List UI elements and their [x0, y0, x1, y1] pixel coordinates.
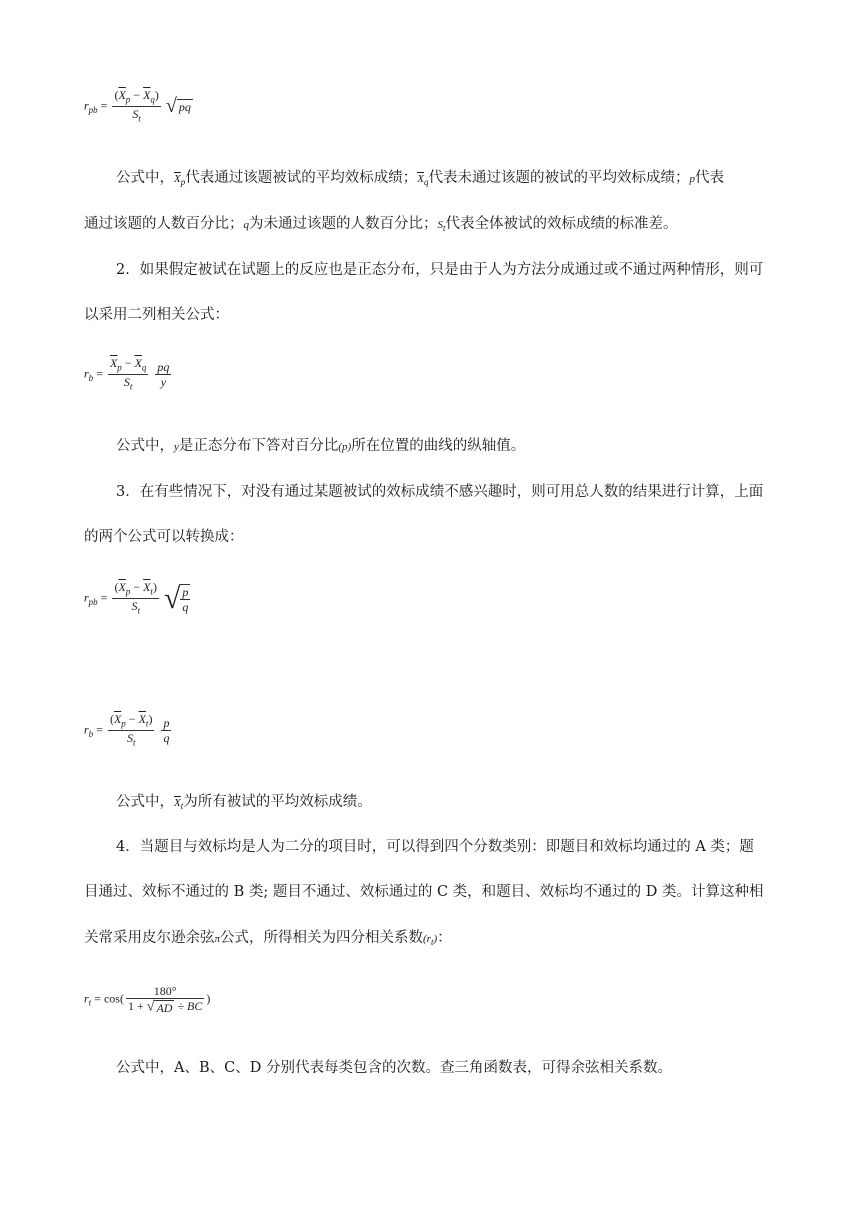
formula-num-a: $\overline{X}$: [118, 580, 126, 594]
text: 公式，所得相关为四分相关系数: [220, 930, 424, 946]
formula-biserial: $r_b$ = $\frac{\overline{X}_p - \overline{X}_q}{S_t}$ $\frac{pq}{y}$: [84, 356, 170, 392]
formula-sqrt-content: AD: [156, 1001, 173, 1016]
symbol: π: [214, 933, 221, 945]
symbol: (p): [338, 441, 352, 453]
symbol: $\overline{X}$: [174, 173, 181, 185]
formula-den: S: [126, 731, 133, 746]
paragraph-2-line-2: 以采用二列相关公式：: [84, 307, 229, 323]
text: 代表: [694, 170, 724, 186]
text: 为未通过该题的人数百分比；: [249, 216, 438, 232]
formula-num-b-sub: t: [150, 586, 153, 597]
formula-tetrachoric: $r_t = \cos$( $\frac{180^\circ}{1 + √ AD \div BC}$ ): [84, 984, 211, 1016]
formula-sqrt: √ pq: [165, 95, 191, 118]
text: 代表未通过该题的被试的平均效标成绩；: [428, 170, 690, 186]
paragraph-6-line-2: 目通过、效标不通过的 B 类; 题目不通过、效标通过的 C 类，和题目、效标均不通过的 D 类。计算这种相: [84, 884, 764, 900]
formula-num-b: $\overline{X}$: [134, 356, 142, 370]
formula-lhs: r: [84, 366, 89, 381]
formula-den2: q: [163, 731, 170, 746]
formula-num-b-sub: t: [145, 718, 149, 729]
formula-num-a-sub: p: [125, 94, 131, 105]
formula-sqrt: √ AD: [146, 999, 173, 1016]
formula-lhs-sub: b: [88, 729, 94, 740]
symbol-sub: q: [423, 177, 429, 188]
formula-den: S: [131, 599, 138, 614]
formula-sqrt-num: p: [182, 584, 189, 599]
text: 代表全体被试的效标成绩的标准差。: [445, 216, 678, 232]
paragraph-6-line-3: [84, 926, 452, 947]
formula-sqrt-den: q: [182, 599, 189, 614]
text: ：: [437, 930, 452, 946]
text: 公式中，: [116, 170, 174, 186]
formula-fraction: $\frac{(\overline{X}_p - \overline{X}_t)}{S_t}$: [109, 712, 153, 748]
formula-biserial-total: $r_b$ = $\frac{(\overline{X}_p - \overline{X}_t)}{S_t}$ $\frac{p}{q}$: [84, 712, 170, 748]
formula-lhs: r: [84, 98, 89, 113]
formula-fraction-2: [155, 360, 171, 389]
formula-lhs-sub: pb: [88, 105, 98, 116]
paragraph-6-line-1: 4．当题目与效标均是人为二分的项目时，可以得到四个分数类别：即题目和效标均通过的 A 类；题: [116, 839, 754, 855]
paragraph-1-line-2: [84, 212, 678, 233]
formula-num-b: $\overline{X}$: [143, 88, 151, 102]
paragraph-3: [116, 434, 525, 455]
formula-sqrt-content: pq: [178, 99, 191, 114]
formula-num-b: $\overline{X}$: [138, 712, 146, 726]
formula-point-biserial: $r_{pb}$ = $\frac{(\overline{X}_p - \overline{X}_q)}{S_t}$ √ pq: [84, 88, 191, 124]
symbol: ): [433, 933, 438, 945]
formula-cos: cos(: [103, 991, 124, 1006]
formula-lhs-sub: t: [88, 997, 92, 1008]
formula-den-b: ÷ BC: [174, 999, 203, 1013]
formula-den: S: [123, 375, 130, 390]
formula-den2: y: [160, 375, 167, 390]
formula-lhs: r: [84, 590, 89, 605]
formula-lhs-sub: b: [88, 373, 94, 384]
symbol-sub: t: [443, 223, 446, 234]
symbol-sub: t: [430, 937, 434, 948]
formula-num-b-sub: q: [141, 362, 147, 373]
formula-den-sub: t: [132, 737, 136, 748]
formula-num-a-sub: p: [125, 586, 131, 597]
text: 关常采用皮尔逊余弦: [84, 930, 215, 946]
formula-close: ): [206, 991, 211, 1006]
symbol-sub: p: [180, 177, 186, 188]
formula-den-sub: t: [137, 605, 140, 616]
formula-num-b-sub: q: [150, 94, 155, 105]
formula-den: S: [132, 107, 139, 122]
paragraph-5: [116, 790, 372, 811]
formula-lhs: r: [84, 722, 89, 737]
formula-num-a-sub: p: [117, 362, 122, 373]
paragraph-4-line-1: 3．在有些情况下，对没有通过某题被试的效标成绩不感兴趣时，则可用总人数的结果进行计算，上面: [116, 484, 764, 500]
text: 所在位置的曲线的纵轴值。: [351, 438, 526, 454]
formula-num-a: $\overline{X}$: [109, 356, 118, 370]
formula-num: 180°: [126, 984, 204, 999]
formula-point-biserial-total: $r_{pb}$ = $\frac{(\overline{X}_p - \overline{X}_t)}{S_t}$ √ $\frac{p}{q}$: [84, 580, 189, 616]
formula-num-a-sub: p: [121, 718, 126, 729]
text: 代表通过该题被试的平均效标成绩；: [185, 170, 418, 186]
formula-lhs: r: [84, 991, 89, 1006]
symbol: q: [243, 219, 249, 231]
paragraph-7: 公式中，A、B、C、D 分别代表每类包含的次数。查三角函数表，可得余弦相关系数。: [116, 1060, 672, 1076]
formula-fraction: [126, 984, 204, 1015]
formula-fraction: $\frac{(\overline{X}_p - \overline{X}_t)}{S_t}$: [114, 580, 157, 616]
formula-num-a: $\overline{X}$: [118, 88, 126, 102]
symbol: $\overline{X}$: [417, 173, 424, 185]
text: 为所有被试的平均效标成绩。: [183, 794, 372, 810]
formula-den-sub: t: [138, 113, 141, 124]
text: 公式中，: [116, 438, 174, 454]
symbol: (r: [423, 933, 431, 945]
symbol: $\overline{X}$: [174, 797, 181, 809]
formula-fraction: $\frac{\overline{X}_p - \overline{X}_q}{S_t}$: [109, 356, 147, 392]
formula-lhs-sub: pb: [88, 597, 98, 608]
formula-fraction: $\frac{(\overline{X}_p - \overline{X}_q)}{S_t}$: [114, 88, 159, 124]
formula-num-b: $\overline{X}$: [143, 580, 151, 594]
paragraph-1-line-1: [116, 166, 724, 187]
formula-fraction-2: [161, 716, 171, 745]
symbol-sub: t: [180, 801, 184, 812]
text: 公式中，: [116, 794, 174, 810]
formula-sqrt: √ $\frac{p}{q}$: [163, 581, 189, 615]
symbol: S: [437, 219, 443, 231]
formula-den-sub: t: [129, 381, 133, 392]
formula-num2: p: [163, 716, 170, 731]
symbol: p: [689, 173, 695, 185]
text: 通过该题的人数百分比；: [84, 216, 244, 232]
paragraph-2-line-1: 2．如果假定被试在试题上的反应也是正态分布，只是由于人为方法分成通过或不通过两种情形，则可: [116, 262, 764, 278]
formula-den-a: 1 +: [127, 999, 147, 1013]
paragraph-4-line-2: 的两个公式可以转换成：: [84, 529, 244, 545]
text: 是正态分布下答对百分比: [178, 438, 339, 454]
formula-num2: pq: [157, 360, 170, 375]
formula-num-a: $\overline{X}$: [113, 712, 122, 726]
symbol: y: [174, 441, 179, 453]
